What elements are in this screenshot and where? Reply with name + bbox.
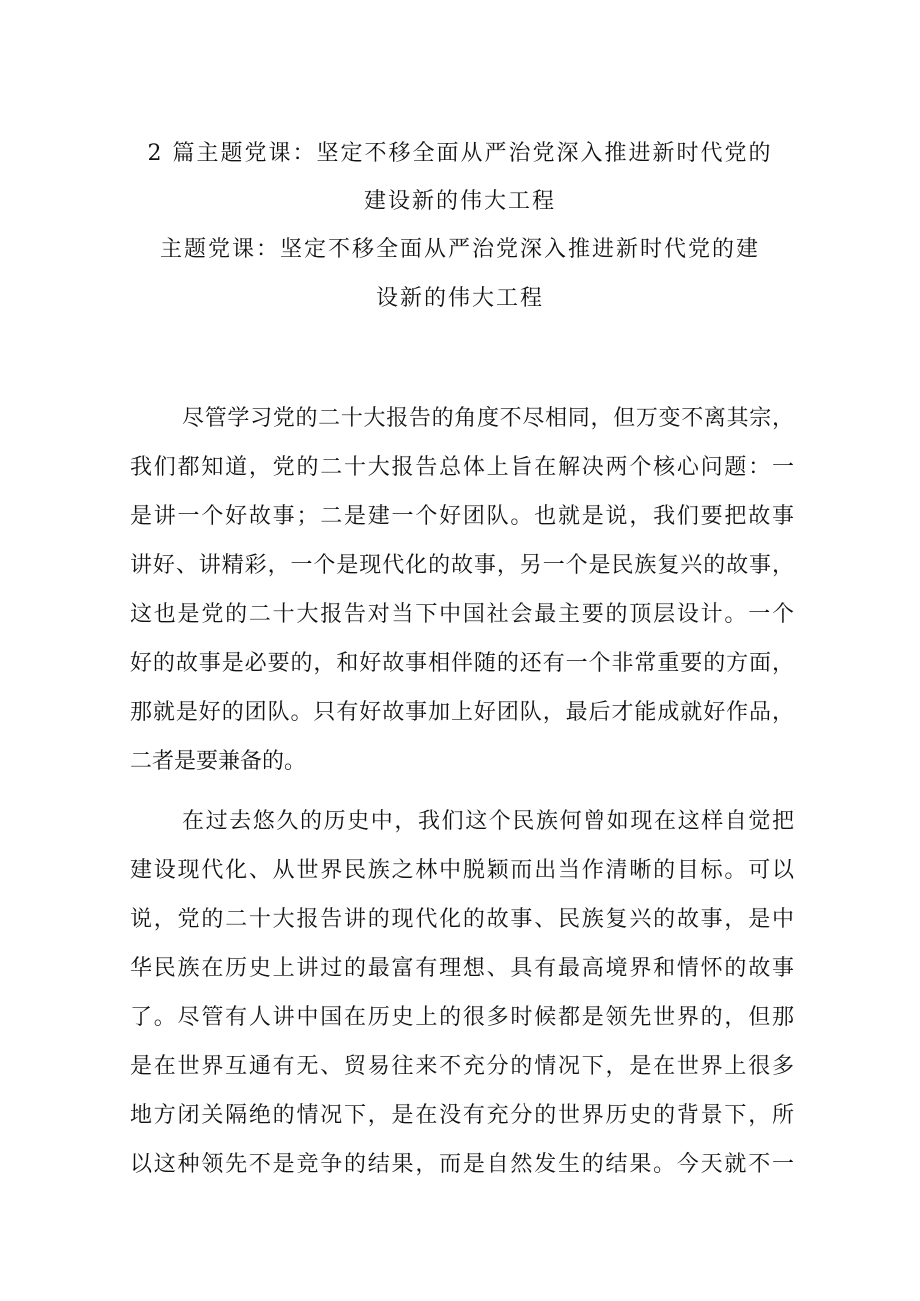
paragraph-2-line-7: 地方闭关隔绝的情况下，是在没有充分的世界历史的背景下，所 (130, 1103, 794, 1128)
paragraph-2-line-1: 在过去悠久的历史中，我们这个民族何曾如现在这样自觉把 (182, 809, 794, 834)
paragraph-1-line-2: 我们都知道，党的二十大报告总体上旨在解决两个核心问题：一 (130, 455, 794, 480)
document-subtitle-line-2: 设新的伟大工程 (375, 286, 544, 311)
paragraph-1-line-4: 讲好、讲精彩，一个是现代化的故事，另一个是民族复兴的故事， (130, 553, 794, 578)
paragraph-2-line-6: 是在世界互通有无、贸易往来不充分的情况下，是在世界上很多 (130, 1054, 794, 1079)
paragraph-2-line-5: 了。尽管有人讲中国在历史上的很多时候都是领先世界的，但那 (130, 1005, 794, 1030)
paragraph-1-line-1: 尽管学习党的二十大报告的角度不尽相同，但万变不离其宗， (182, 406, 794, 431)
document-title-line-2: 建设新的伟大工程 (363, 189, 556, 214)
paragraph-1-line-6: 好的故事是必要的，和好故事相伴随的还有一个非常重要的方面， (130, 651, 794, 676)
paragraph-1-line-3: 是讲一个好故事；二是建一个好团队。也就是说，我们要把故事 (130, 504, 794, 529)
paragraph-2-line-4: 华民族在历史上讲过的最富有理想、具有最高境界和情怀的故事 (130, 956, 794, 981)
paragraph-2-line-2: 建设现代化、从世界民族之林中脱颖而出当作清晰的目标。可以 (130, 858, 794, 883)
document-subtitle-line-1: 主题党课：坚定不移全面从严治党深入推进新时代党的建 (159, 237, 760, 262)
paragraph-2-line-8: 以这种领先不是竞争的结果，而是自然发生的结果。今天就不一 (130, 1152, 794, 1177)
paragraph-1-line-7: 那就是好的团队。只有好故事加上好团队，最后才能成就好作品， (130, 700, 794, 725)
paragraph-1-line-8: 二者是要兼备的。 (130, 749, 307, 774)
paragraph-1-line-5: 这也是党的二十大报告对当下中国社会最主要的顶层设计。一个 (130, 602, 794, 627)
document-title-line-1: 2 篇主题党课：坚定不移全面从严治党深入推进新时代党的 (147, 141, 773, 166)
paragraph-2-line-3: 说，党的二十大报告讲的现代化的故事、民族复兴的故事，是中 (130, 907, 794, 932)
